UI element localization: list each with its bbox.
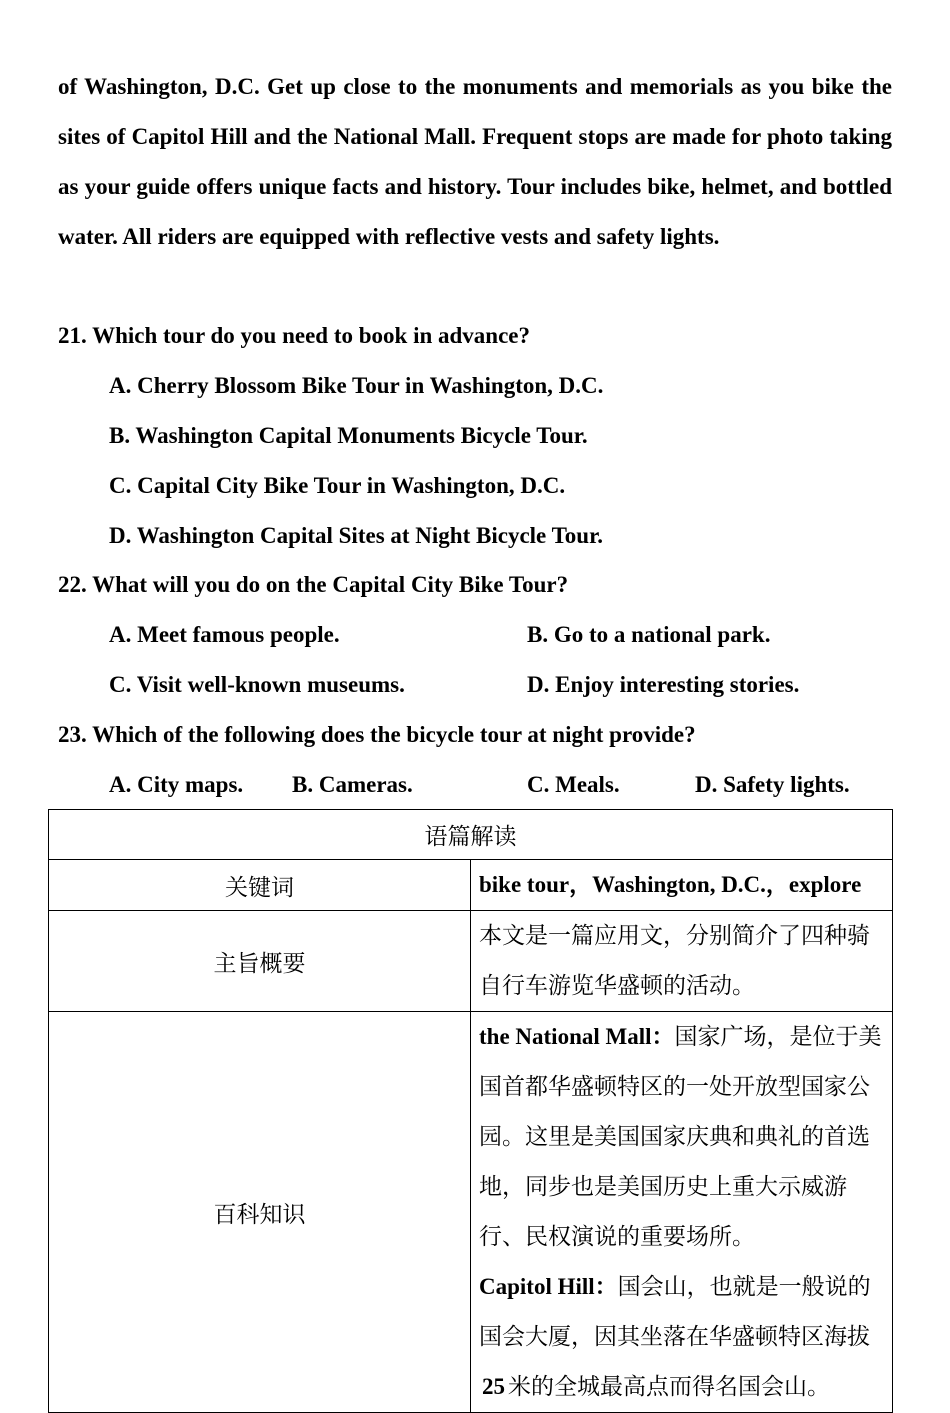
keywords-label: 关键词 [49,860,471,911]
national-mall-term: the National Mall： [479,1024,675,1049]
question-21-option-c: C. Capital City Bike Tour in Washington, D.C. [109,473,566,498]
capitol-hill-description-start: 国会山，也就是一般说的国会大厦，因其坐落在华盛顿特区海拔 [479,1274,871,1350]
question-22-stem: 22. What will you do on the Capital City Bike Tour? [58,572,569,597]
table-row-summary [49,911,893,1012]
national-mall-description: 国家广场，是位于美国首都华盛顿特区的一处开放型国家公园。这里是美国国家庆典和典礼的首选地，同步也是美国历史上重大示威游行、民权演说的重要场所。 [479,1024,882,1250]
capitol-hill-altitude: 25 [482,1374,505,1399]
table-title: 语篇解读 [49,810,893,860]
keywords-value: bike tour，Washington, D.C.，explore [471,860,893,911]
table-row-keywords [49,860,893,911]
summary-label: 主旨概要 [49,911,471,1012]
question-22-option-c: C. Visit well-known museums. [109,672,405,697]
passage-notes-table [48,809,893,1413]
encyclopedia-value [471,1012,893,1413]
table-row-encyclopedia [49,1012,893,1413]
question-21-option-a: A. Cherry Blossom Bike Tour in Washington, D.C. [109,373,604,398]
capitol-hill-term: Capitol Hill： [479,1274,618,1299]
question-23-stem: 23. Which of the following does the bicycle tour at night provide? [58,722,696,747]
question-22-option-d: D. Enjoy interesting stories. [527,672,800,697]
question-22-option-a: A. Meet famous people. [109,622,340,647]
summary-value: 本文是一篇应用文，分别简介了四种骑自行车游览华盛顿的活动。 [471,911,893,1012]
capitol-hill-description-end: 米的全城最高点而得名国会山。 [508,1374,830,1400]
passage-paragraph: of Washington, D.C. Get up close to the monuments and memorials as you bike the sites of Capitol Hill and the National Mall. Frequent stops are made for photo taking as your guide offers unique facts and history. Tour includes bike, helmet, and bottled water. All riders are equipped with reflective vests and safety lights. [58,74,892,249]
question-22-option-b: B. Go to a national park. [527,622,771,647]
question-23-option-c: C. Meals. [527,772,620,797]
table-title-row [49,810,893,860]
question-21-option-b: B. Washington Capital Monuments Bicycle Tour. [109,423,588,448]
encyclopedia-label: 百科知识 [49,1012,471,1413]
question-21-stem: 21. Which tour do you need to book in advance? [58,323,531,348]
question-21-option-d: D. Washington Capital Sites at Night Bicycle Tour. [109,523,603,548]
question-23-option-b: B. Cameras. [292,772,413,797]
question-23-option-a: A. City maps. [109,772,244,797]
question-23-option-d: D. Safety lights. [695,772,850,797]
